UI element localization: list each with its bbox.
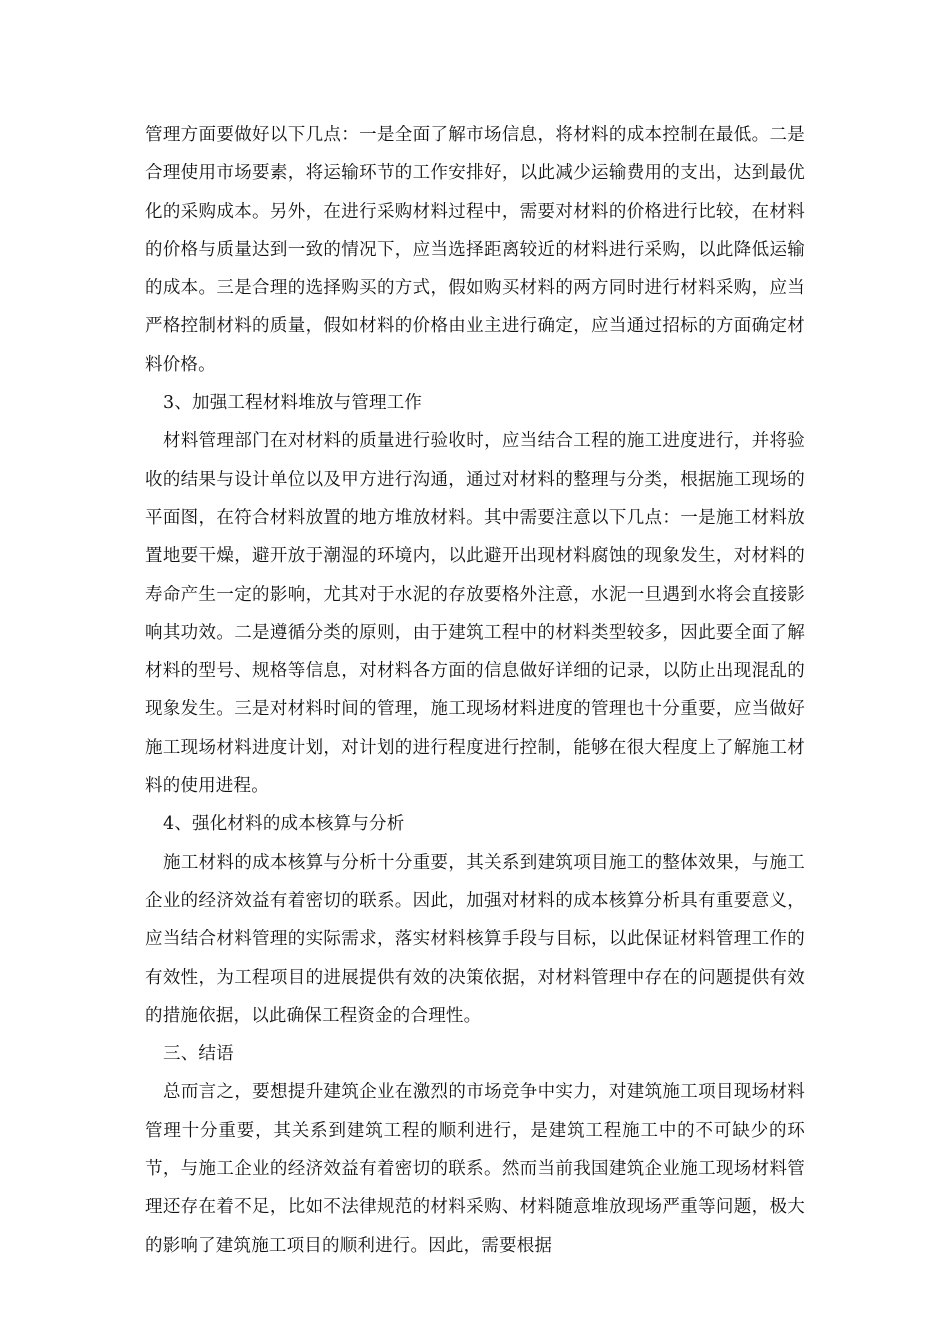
section-heading-material-storage: 3、加强工程材料堆放与管理工作: [163, 393, 423, 414]
section-heading-conclusion: 三、结语: [163, 1044, 234, 1065]
document-body: [145, 116, 805, 1265]
paragraph-conclusion: 总而言之，要想提升建筑企业在激烈的市场竞争中实力，对建筑施工项目现场材料管理十分重要，其关系到建筑工程的顺利进行，是建筑工程施工中的不可缺少的环节，与施工企业的经济效益有着密切的联系。然而当前我国建筑企业施工现场材料管理还存在着不足，比如不法律规范的材料采购、材料随意堆放现场严重等问题，极大的影响了建筑施工项目的顺利进行。因此，需要根据: [145, 1082, 805, 1256]
paragraph-material-management-points: 管理方面要做好以下几点：一是全面了解市场信息，将材料的成本控制在最低。二是合理使用市场要素，将运输环节的工作安排好，以此减少运输费用的支出，达到最优化的采购成本。另外，在进行采购材料过程中，需要对材料的价格进行比较，在材料的价格与质量达到一致的情况下，应当选择距离较近的材料进行采购，以此降低运输的成本。三是合理的选择购买的方式，假如购买材料的两方同时进行材料采购，应当严格控制材料的质量，假如材料的价格由业主进行确定，应当通过招标的方面确定材料价格。: [145, 125, 805, 375]
paragraph-material-storage: 材料管理部门在对材料的质量进行验收时，应当结合工程的施工进度进行，并将验收的结果与设计单位以及甲方进行沟通，通过对材料的整理与分类，根据施工现场的平面图，在符合材料放置的地方堆放材料。其中需要注意以下几点：一是施工材料放置地要干燥，避开放于潮湿的环境内，以此避开出现材料腐蚀的现象发生，对材料的寿命产生一定的影响，尤其对于水泥的存放要格外注意，水泥一旦遇到水将会直接影响其功效。二是遵循分类的原则，由于建筑工程中的材料类型较多，因此要全面了解材料的型号、规格等信息，对材料各方面的信息做好详细的记录，以防止出现混乱的现象发生。三是对材料时间的管理，施工现场材料进度的管理也十分重要，应当做好施工现场材料进度计划，对计划的进行程度进行控制，能够在很大程度上了解施工材料的使用进程。: [145, 431, 805, 797]
section-heading-cost-accounting: 4、强化材料的成本核算与分析: [163, 814, 405, 835]
paragraph-cost-accounting: 施工材料的成本核算与分析十分重要，其关系到建筑项目施工的整体效果，与施工企业的经济效益有着密切的联系。因此，加强对材料的成本核算分析具有重要意义，应当结合材料管理的实际需求，落实材料核算手段与目标，以此保证材料管理工作的有效性，为工程项目的进展提供有效的决策依据，对材料管理中存在的问题提供有效的措施依据，以此确保工程资金的合理性。: [145, 852, 805, 1026]
